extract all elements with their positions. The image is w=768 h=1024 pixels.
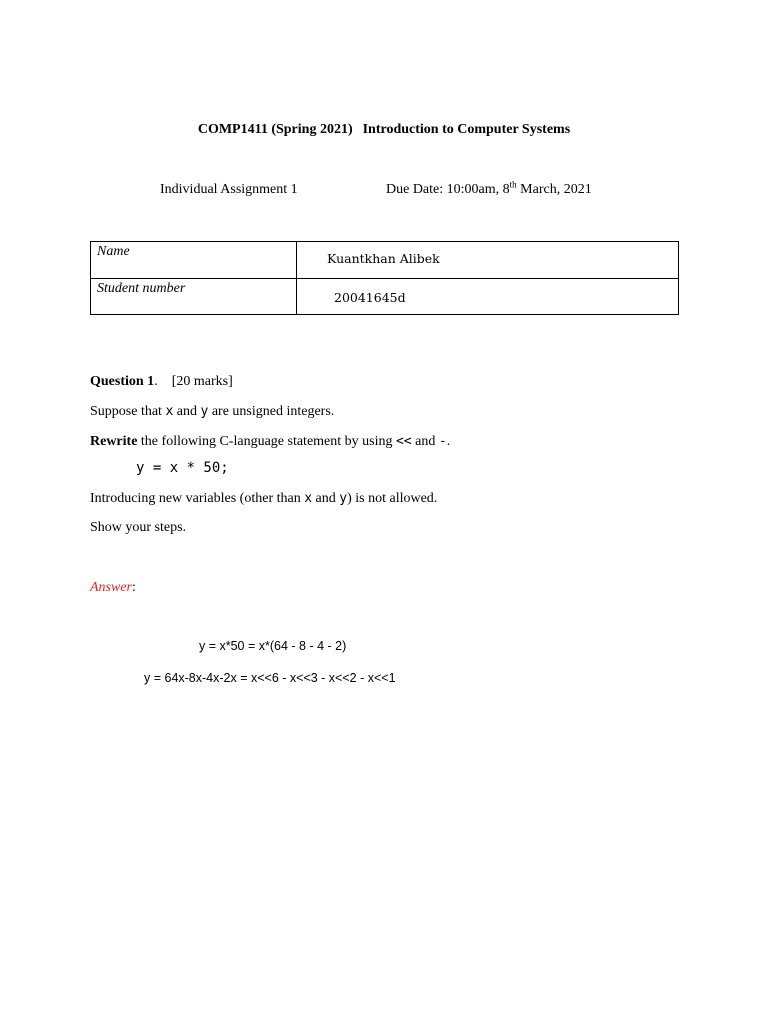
var-x: x: [165, 404, 174, 419]
text-segment: and: [173, 404, 201, 419]
course-code: COMP1411 (Spring 2021): [197, 122, 353, 137]
table-row: [91, 242, 679, 279]
name-value: Kuantkhan Alibek: [327, 251, 440, 266]
text-segment: .: [446, 434, 451, 449]
student-number-label-cell: [91, 279, 297, 315]
due-date-ordinal: th: [509, 179, 517, 190]
name-value-cell: [297, 242, 679, 279]
var-y: y: [339, 491, 348, 506]
question-line-1: [90, 404, 334, 420]
name-label-cell: [91, 242, 297, 279]
var-x: x: [304, 491, 313, 506]
due-date-prefix: Due Date: 10:00am, 8: [386, 182, 510, 197]
assignment-label: Individual Assignment 1: [160, 182, 298, 197]
code-statement: y = x * 50;: [136, 460, 229, 476]
answer-line-1: y = x*50 = x*(64 - 8 - 4 - 2): [199, 639, 347, 653]
student-number-value: 20041645d: [334, 290, 406, 305]
answer-label: [90, 580, 136, 596]
student-number-value-cell: [297, 279, 679, 315]
answer-word: Answer: [90, 580, 132, 595]
question-marks: [20 marks]: [171, 374, 233, 389]
course-title: Introduction to Computer Systems: [362, 122, 571, 137]
text-segment: the following C-language statement by using: [137, 434, 396, 449]
student-number-label: Student number: [97, 281, 186, 296]
due-date: [386, 179, 592, 198]
text-segment: and: [312, 491, 340, 506]
question-heading-punct: .: [154, 374, 158, 389]
question-line-2: [90, 434, 450, 450]
text-segment: Introducing new variables (other than: [90, 491, 305, 506]
text-segment: ) is not allowed.: [347, 491, 438, 506]
var-y: y: [200, 404, 209, 419]
name-label: Name: [97, 244, 130, 259]
document-title: [0, 122, 768, 138]
minus-operator: -: [438, 434, 447, 449]
question-line-3: [90, 491, 437, 507]
question-line-4: Show your steps.: [90, 520, 187, 535]
text-segment: Suppose that: [90, 404, 166, 419]
question-number: Question 1: [90, 374, 155, 389]
due-date-suffix: March, 2021: [516, 182, 592, 197]
shift-operator: <<: [395, 434, 412, 449]
student-info-table: [90, 241, 679, 315]
text-segment: are unsigned integers.: [208, 404, 335, 419]
answer-colon: :: [132, 580, 136, 595]
table-row: [91, 279, 679, 315]
text-segment: and: [411, 434, 439, 449]
question-heading: [90, 374, 233, 390]
rewrite-keyword: Rewrite: [90, 434, 138, 449]
answer-line-2: y = 64x-8x-4x-2x = x<<6 - x<<3 - x<<2 - x<<1: [144, 671, 396, 685]
